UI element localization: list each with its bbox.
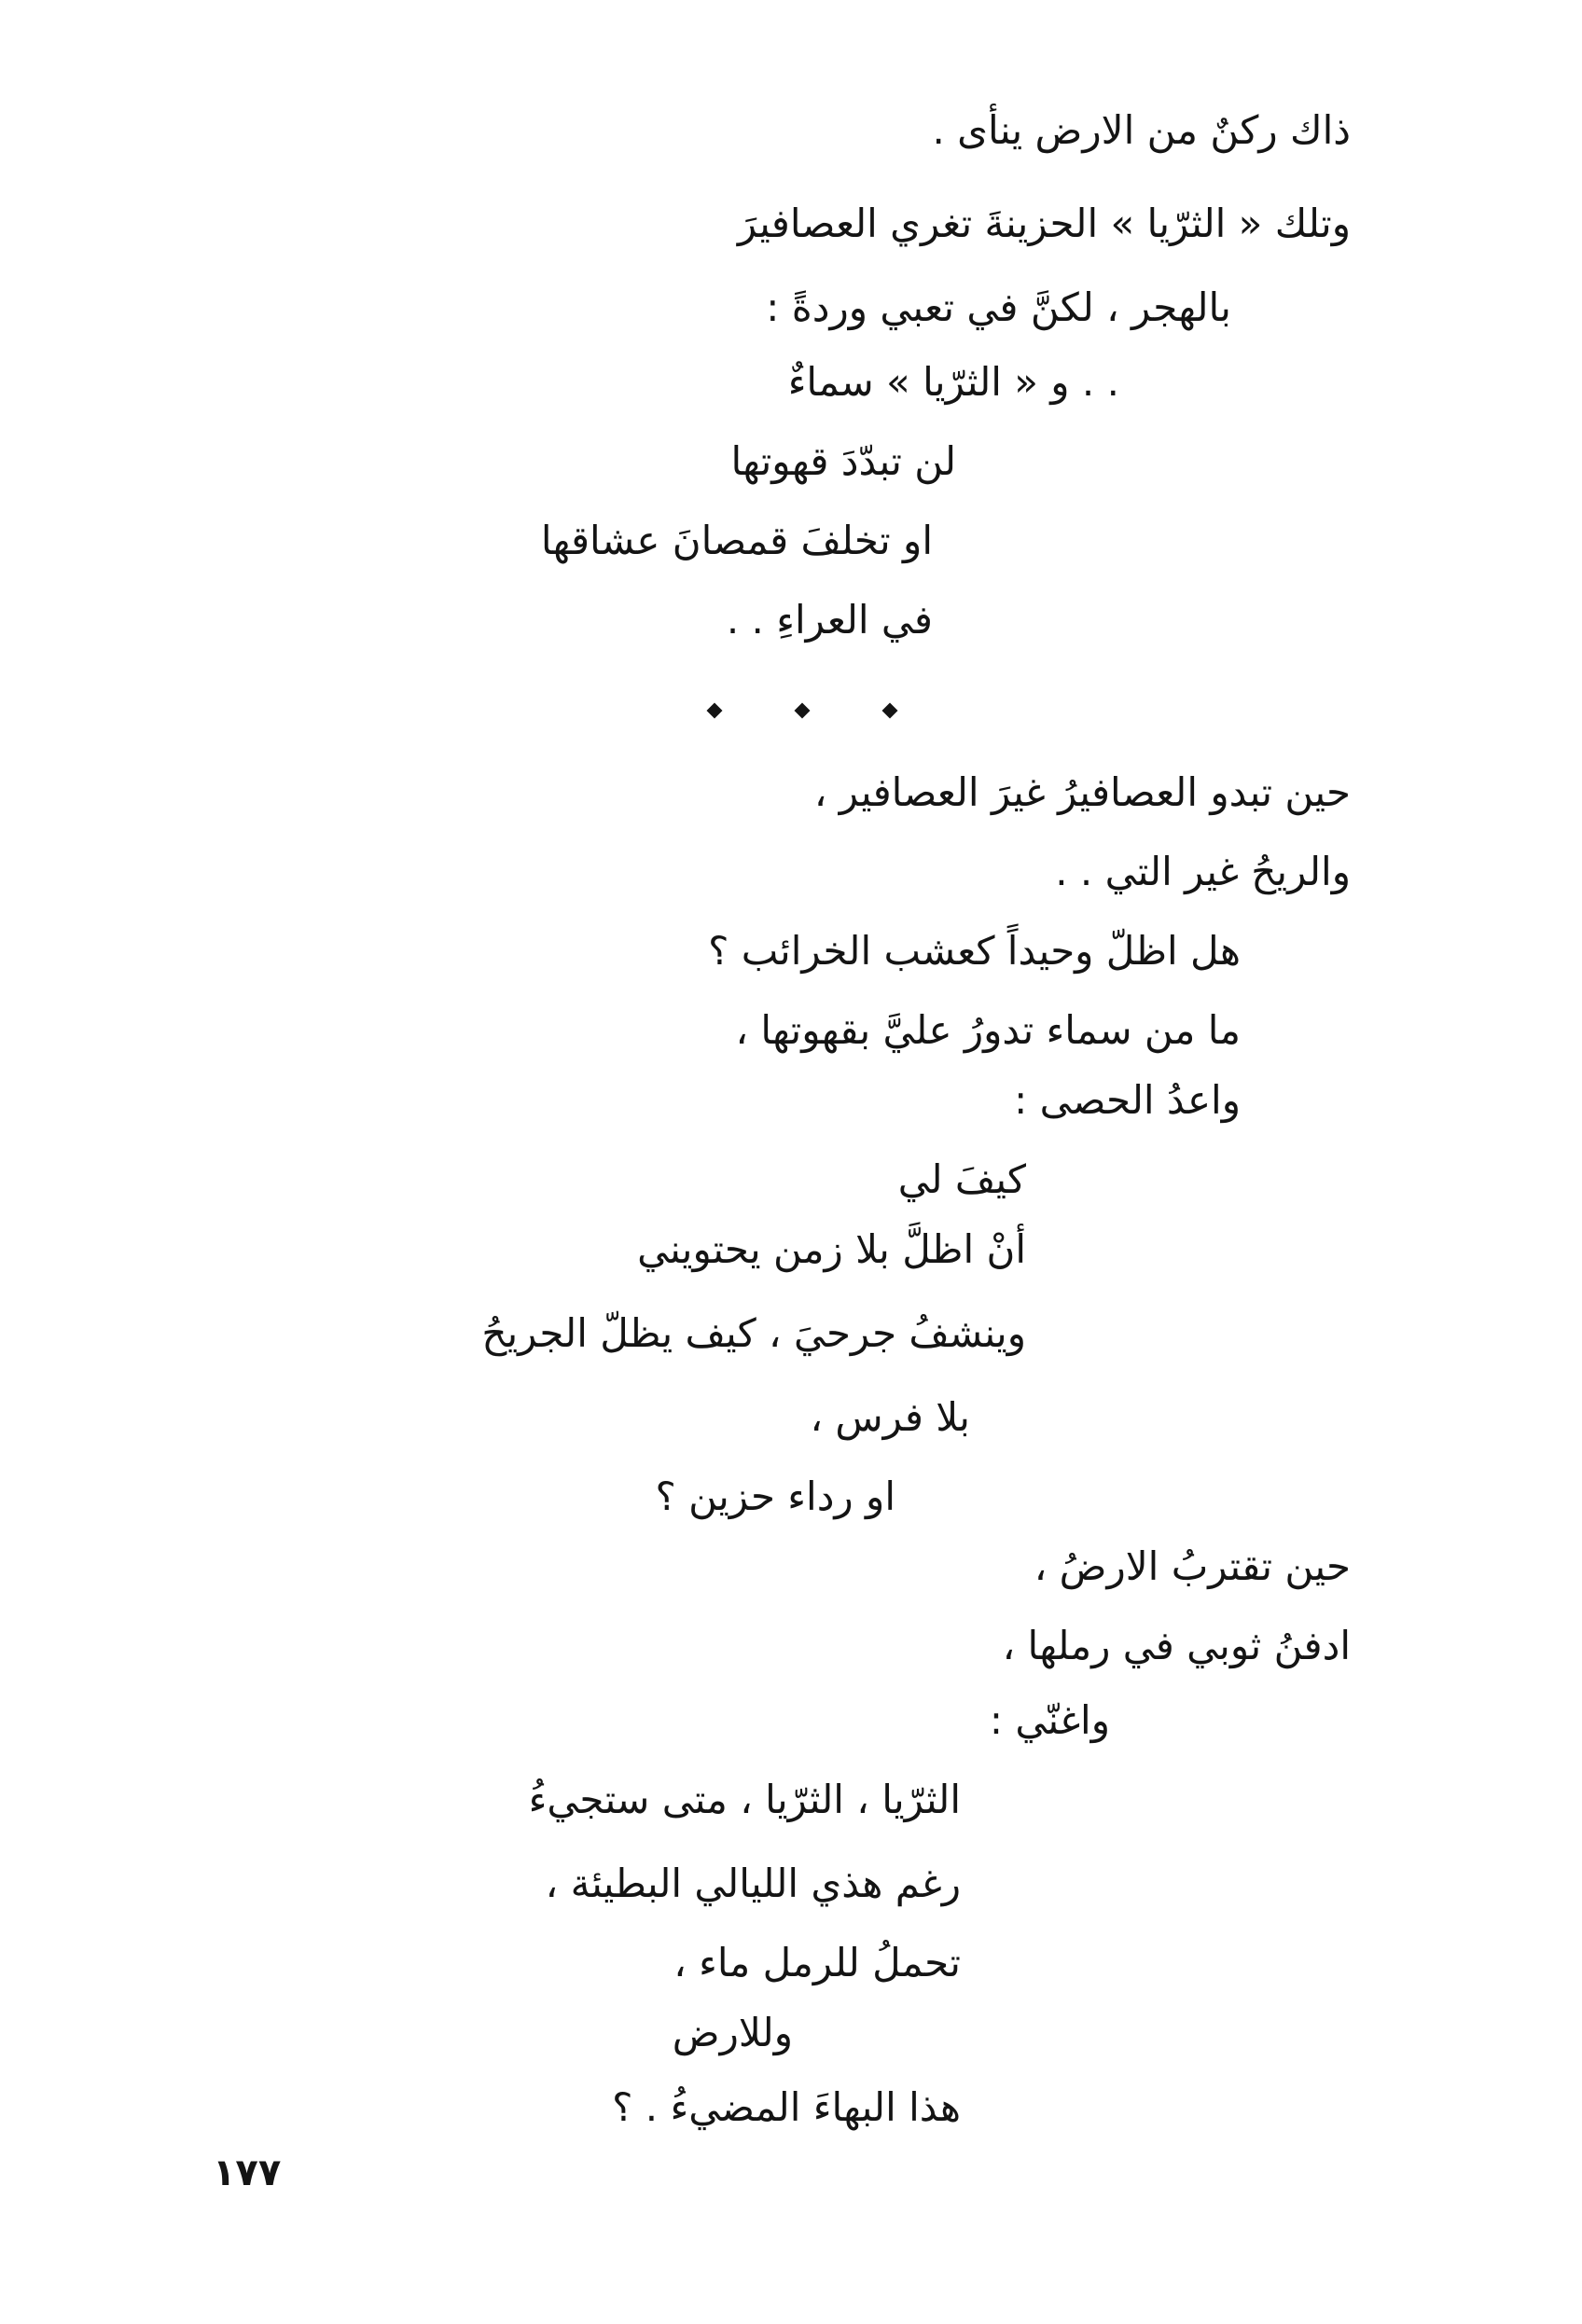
poem-line: في العراءِ . . — [726, 597, 933, 643]
poem-line: تحملُ للرمل ماء ، — [673, 1940, 961, 1985]
poem-line: ادفنُ ثوبي في رملها ، — [1002, 1623, 1351, 1668]
poem-line: أنْ اظلَّ بلا زمن يحتويني — [637, 1226, 1026, 1272]
poem-line: ذاك ركنٌ من الارض ينأى . — [932, 107, 1351, 153]
poem-line: الثرّيا ، الثرّيا ، متى ستجيءُ — [528, 1777, 961, 1822]
poem-line: ما من سماء تدورُ عليَّ بقهوتها ، — [735, 1007, 1241, 1053]
poem-line: وللارض — [672, 2010, 793, 2055]
poem-line: حين تبدو العصافيرُ غيرَ العصافير ، — [813, 769, 1351, 815]
poem-line: او تخلفَ قمصانَ عشاقها — [540, 518, 933, 563]
poem-line: او رداء حزين ؟ — [655, 1473, 895, 1519]
poem-line: بالهجر ، لكنَّ في تعبي وردةً : — [766, 284, 1231, 330]
poem-line: والريحُ غير التي . . — [1055, 849, 1351, 894]
poem-line: حين تقتربُ الارضُ ، — [1034, 1543, 1351, 1589]
poem-line: كيفَ لي — [897, 1156, 1026, 1202]
poem-line: واعدُ الحصى : — [1014, 1077, 1241, 1123]
poem-line: واغنّي : — [989, 1697, 1110, 1743]
poem-line: بلا فرس ، — [810, 1394, 970, 1440]
poem-line: رغم هذي الليالي البطيئة ، — [545, 1861, 961, 1906]
poem-line: . . و « الثرّيا » سماءٌ — [787, 359, 1119, 405]
separator-dot-icon — [707, 703, 723, 719]
separator-dot-icon — [795, 703, 811, 719]
page-number: ١٧٧ — [213, 2151, 282, 2194]
poem-line: هذا البهاءَ المضيءُ . ؟ — [612, 2084, 961, 2130]
separator-dot-icon — [882, 703, 898, 719]
poem-line: لن تبدّدَ قهوتها — [730, 438, 956, 484]
poem-line: وينشفُ جرحيَ ، كيف يظلّ الجريحُ — [481, 1310, 1026, 1356]
poem-line: هل اظلّ وحيداً كعشب الخرائب ؟ — [708, 928, 1241, 974]
section-separator — [709, 692, 895, 729]
poem-line: وتلك « الثرّيا » الحزينةَ تغري العصافيرَ — [737, 201, 1351, 246]
